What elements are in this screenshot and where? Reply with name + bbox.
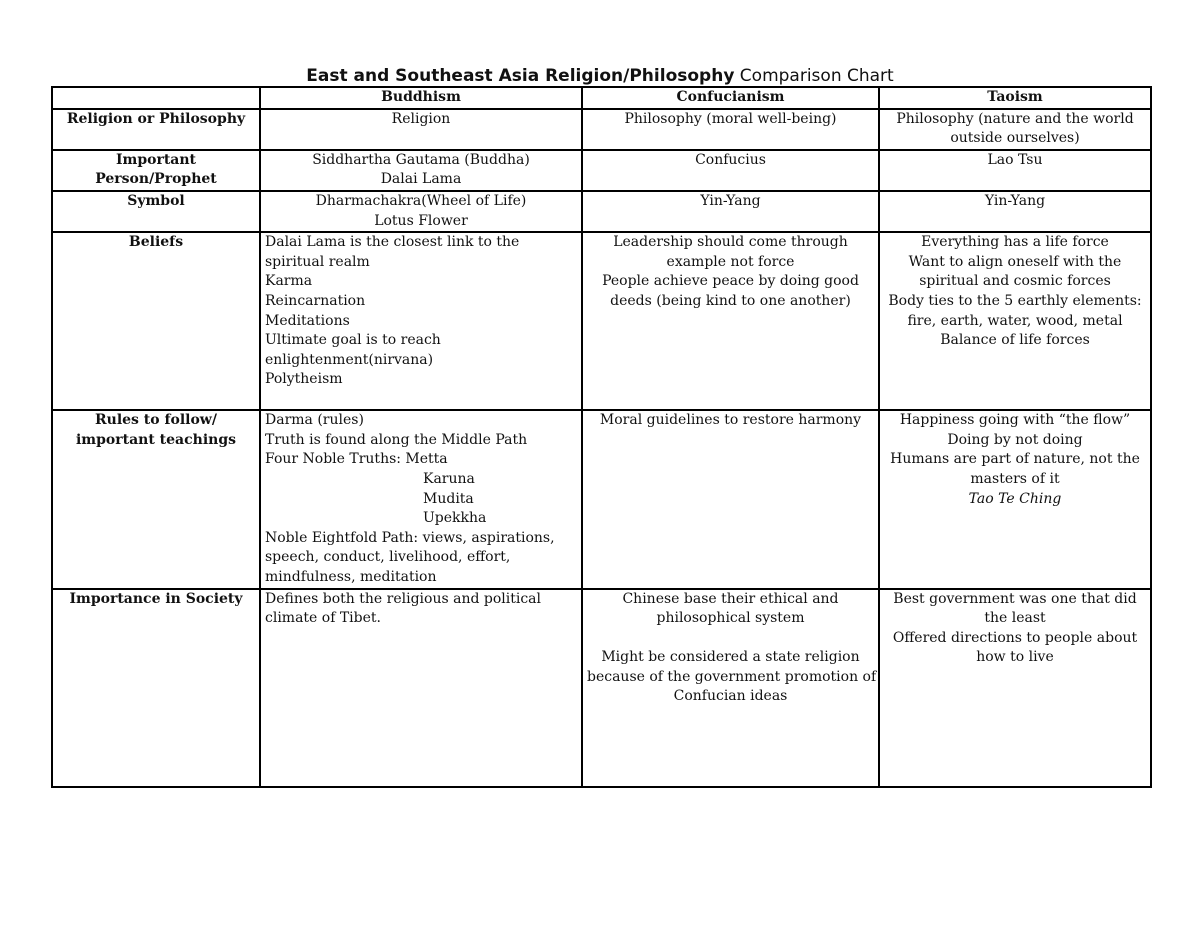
- row-religion-or-philosophy: [52, 109, 1151, 150]
- cell-taoism: [879, 150, 1151, 191]
- cell-line: People achieve peace by doing good: [602, 273, 859, 290]
- cell-line: spiritual realm: [265, 253, 370, 270]
- cell-buddhism: [260, 410, 582, 588]
- cell-line: Polytheism: [265, 371, 343, 388]
- buddhism-rules-indented: [265, 470, 577, 529]
- cell-line: masters of it: [970, 470, 1060, 487]
- row-importance: [52, 589, 1151, 787]
- cell-buddhism: [260, 191, 582, 232]
- cell-line: deeds (being kind to one another): [610, 292, 851, 309]
- cell-line: Ultimate goal is to reach: [265, 332, 441, 349]
- cell-line: Dalai Lama is the closest link to the: [265, 234, 520, 251]
- cell-line: Want to align oneself with the: [908, 253, 1122, 270]
- row-label-line: Person/Prophet: [95, 171, 217, 188]
- cell-line: Lotus Flower: [374, 212, 468, 229]
- cell-line: Chinese base their ethical and: [622, 590, 839, 607]
- cell-line: Karuna: [423, 470, 475, 487]
- cell-taoism: [879, 232, 1151, 410]
- cell-confucianism: [582, 589, 879, 787]
- taoism-rules-lines: [884, 411, 1146, 489]
- row-label: Symbol: [52, 191, 260, 232]
- cell-line: Balance of life forces: [940, 332, 1090, 349]
- cell-line: Meditations: [265, 312, 350, 329]
- header-empty: [52, 87, 260, 109]
- cell-taoism: [879, 410, 1151, 588]
- cell-buddhism: [260, 150, 582, 191]
- row-symbol: [52, 191, 1151, 232]
- cell-line: Truth is found along the Middle Path: [265, 431, 528, 448]
- cell-buddhism: [260, 232, 582, 410]
- cell-line: Body ties to the 5 earthly elements:: [888, 292, 1142, 309]
- cell-line: climate of Tibet.: [265, 610, 381, 627]
- row-beliefs: [52, 232, 1151, 410]
- header-confucianism: Confucianism: [582, 87, 879, 109]
- cell-line: Best government was one that did: [893, 590, 1137, 607]
- cell-line: Upekkha: [423, 510, 487, 527]
- row-label: Importance in Society: [52, 589, 260, 787]
- cell-line: because of the government promotion of: [587, 668, 877, 685]
- cell-buddhism: [260, 109, 582, 150]
- cell-taoism: [879, 109, 1151, 150]
- cell-line: Moral guidelines to restore harmony: [599, 412, 862, 429]
- tao-te-ching-text: Tao Te Ching: [968, 490, 1062, 507]
- cell-line: Yin-Yang: [984, 192, 1046, 209]
- comparison-table: [51, 86, 1152, 788]
- cell-line: Humans are part of nature, not the: [890, 451, 1140, 468]
- cell-line: Offered directions to people about: [892, 629, 1138, 646]
- cell-buddhism: [260, 589, 582, 787]
- row-label: [52, 150, 260, 191]
- cell-line: Yin-Yang: [700, 192, 761, 209]
- cell-confucianism: [582, 232, 879, 410]
- header-taoism: Taoism: [879, 87, 1151, 109]
- cell-line: outside ourselves): [950, 130, 1080, 147]
- chart-title-main: East and Southeast Asia Religion/Philosophy: [306, 66, 735, 86]
- cell-line: enlightenment(nirvana): [265, 351, 434, 368]
- buddhism-rules-bottom: [265, 529, 577, 588]
- cell-line: Four Noble Truths: Metta: [265, 451, 448, 468]
- cell-line: Reincarnation: [265, 292, 366, 309]
- row-important-person: [52, 150, 1151, 191]
- cell-taoism: [879, 191, 1151, 232]
- buddhism-rules-top: [265, 411, 577, 470]
- confucianism-importance-top: [587, 590, 874, 629]
- cell-line: how to live: [976, 649, 1054, 666]
- cell-taoism: [879, 589, 1151, 787]
- cell-line: Happiness going with “the flow”: [899, 412, 1131, 429]
- row-rules: [52, 410, 1151, 588]
- cell-line: Might be considered a state religion: [601, 649, 860, 666]
- cell-line: Noble Eightfold Path: views, aspirations,: [265, 529, 555, 546]
- cell-line: philosophical system: [656, 610, 805, 627]
- cell-confucianism: [582, 109, 879, 150]
- row-label: Beliefs: [52, 232, 260, 410]
- cell-line: Siddhartha Gautama (Buddha): [312, 151, 530, 168]
- cell-line: Darma (rules): [265, 412, 364, 429]
- cell-line: Lao Tsu: [987, 151, 1043, 168]
- cell-line: Mudita: [423, 490, 474, 507]
- row-label: [52, 410, 260, 588]
- cell-line: fire, earth, water, wood, metal: [907, 312, 1123, 329]
- cell-line: Everything has a life force: [921, 234, 1109, 251]
- cell-line: Dharmachakra(Wheel of Life): [315, 192, 527, 209]
- row-label-line: Rules to follow/: [95, 412, 217, 429]
- cell-line: Confucius: [695, 151, 766, 168]
- chart-title: [0, 64, 1200, 87]
- chart-title-suffix: Comparison Chart: [734, 66, 894, 86]
- cell-line: Karma: [265, 273, 313, 290]
- cell-line: spiritual and cosmic forces: [919, 273, 1111, 290]
- row-label: Religion or Philosophy: [52, 109, 260, 150]
- cell-line: Doing by not doing: [947, 431, 1083, 448]
- cell-confucianism: [582, 410, 879, 588]
- cell-line: the least: [984, 610, 1046, 627]
- cell-line: Leadership should come through: [613, 234, 848, 251]
- cell-line: Religion: [391, 110, 451, 127]
- confucianism-importance-bottom: [587, 648, 877, 707]
- cell-line: Dalai Lama: [380, 171, 462, 188]
- cell-confucianism: [582, 191, 879, 232]
- row-label-line: Important: [115, 151, 197, 168]
- header-row: [52, 87, 1151, 109]
- row-label-line: important teachings: [75, 431, 236, 448]
- cell-confucianism: [582, 150, 879, 191]
- cell-line: Confucian ideas: [673, 688, 788, 705]
- cell-line: Philosophy (moral well-being): [624, 110, 837, 127]
- cell-line: Philosophy (nature and the world: [896, 110, 1134, 127]
- cell-line: Defines both the religious and political: [265, 590, 541, 607]
- cell-line: mindfulness, meditation: [265, 568, 437, 585]
- cell-line: example not force: [666, 253, 795, 270]
- header-buddhism: Buddhism: [260, 87, 582, 109]
- paragraph-gap: [587, 629, 874, 649]
- cell-line: speech, conduct, livelihood, effort,: [265, 549, 511, 566]
